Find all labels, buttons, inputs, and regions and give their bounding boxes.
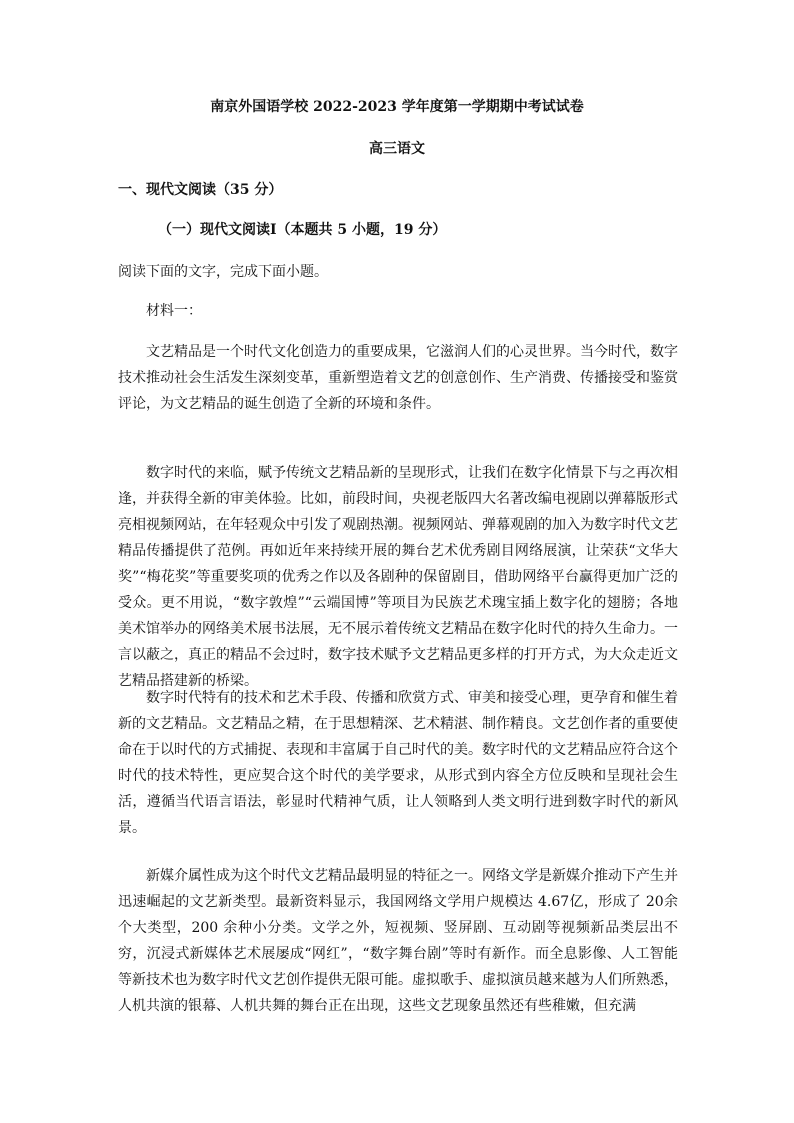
subsection-heading: （一）现代文阅读Ⅰ（本题共 5 小题，19 分） xyxy=(158,222,447,238)
material-label: 材料一： xyxy=(146,303,202,319)
paragraph-2: 数字时代的来临，赋予传统文艺精品新的呈现形式，让我们在数字化情景下与之再次相逢，并获得全新的审美体验。比如，前段时间，央视老版四大名著改编电视剧以弹幕版形式亮相视频网站，在年轻观众中引发了观剧热潮。视频网站、弹幕观剧的加入为数字时代文艺精品传播提供了范例。再如近年来持续开展的舞台艺术优秀剧目网络展演，让荣获“文华大奖”“梅花奖”等重要奖项的优秀之作以及各剧种的保留剧目，借助网络平台赢得更加广泛的受众。更不用说，“数字敦煌”“云端国博”等项目为民族艺术瑰宝插上数字化的翅膀；各地美术馆举办的网络美术展书法展，无不展示着传统文艺精品在数字化时代的持久生命力。一言以蔽之，真正的精品不会过时，数字技术赋予文艺精品更多样的打开方式，为大众走近文艺精品搭建新的桥梁。 xyxy=(118,465,678,689)
paragraph-1: 文艺精品是一个时代文化创造力的重要成果，它滋润人们的心灵世界。当今时代，数字技术推动社会生活发生深刻变革，重新塑造着文艺的创意创作、生产消费、传播接受和鉴赏评论，为文艺精品的诞生创造了全新的环境和条件。 xyxy=(118,344,678,412)
paragraph-4: 新媒介属性成为这个时代文艺精品最明显的特征之一。网络文学是新媒介推动下产生并迅速崛起的文艺新类型。最新资料显示，我国网络文学用户规模达 4.67亿，形成了 20余个大类型，200 余种小分类。文学之外，短视频、竖屏剧、互动剧等视频新品类层出不穷，沉浸式新媒体艺术展屡成“网红”，“数字舞台剧”等时有新作。而全息影像、人工智能等新技术也为数字时代文艺创作提供无限可能。虚拟歌手、虚拟演员越来越为人们所熟悉，人机共演的银幕、人机共舞的舞台正在出现，这些文艺现象虽然还有些稚嫩，但充满 xyxy=(118,868,678,1014)
exam-title: 南京外国语学校 2022-2023 学年度第一学期期中考试试卷 xyxy=(210,99,584,115)
reading-instruction: 阅读下面的文字，完成下面小题。 xyxy=(118,264,328,280)
exam-subject: 高三语文 xyxy=(369,141,425,157)
paragraph-3: 数字时代特有的技术和艺术手段、传播和欣赏方式、审美和接受心理，更孕育和催生着新的文艺精品。文艺精品之精，在于思想精深、艺术精湛、制作精良。文艺创作者的重要使命在于以时代的方式捕捉、表现和丰富属于自己时代的美。数字时代的文艺精品应符合这个时代的技术特性，更应契合这个时代的美学要求，从形式到内容全方位反映和呈现社会生活，遵循当代语言语法，彰显时代精神气质，让人领略到人类文明行进到数字时代的新风景。 xyxy=(118,690,678,836)
section-heading: 一、现代文阅读（35 分） xyxy=(118,182,283,198)
